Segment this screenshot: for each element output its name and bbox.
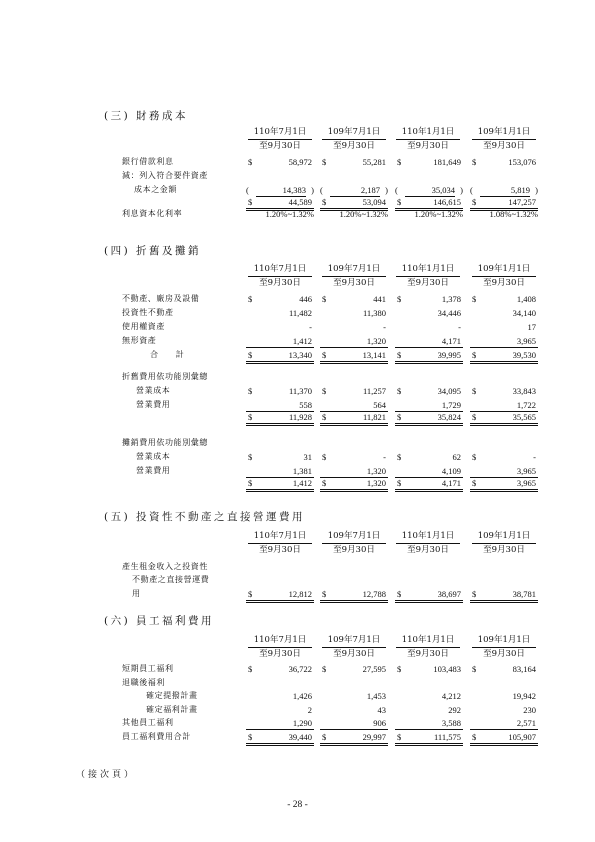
column-header: 110年1月1日 至9月30日 [396,127,460,152]
table-cell: 4,109 [395,465,463,478]
table-cell: 11,380 [362,308,386,318]
table-cell: $ 146,615 [395,196,463,211]
table-cell: $ 11,821 [320,411,388,426]
row-label: 投資性不動產 [122,308,174,317]
column-header: 109年1月1日 至9月30日 [472,531,536,556]
table-cell: $ 53,094 [320,196,388,211]
section-title-depreciation: (四) 折舊及攤銷 [104,245,202,257]
table-cell: 3,965 [470,335,538,348]
table-cell: 230 [523,705,536,715]
table-cell: $ - [472,452,536,462]
table-cell: 1,722 [470,399,538,412]
table-cell: $ 1,378 [397,294,461,304]
row-label: 產生租金收入之投資性 [122,562,208,571]
table-cell: $ 39,530 [470,349,538,364]
column-header: 109年1月1日 至9月30日 [472,127,536,152]
column-header: 109年1月1日 至9月30日 [472,264,536,289]
row-label: 無形資產 [122,336,157,345]
table-cell: $ 441 [322,294,386,304]
column-header: 110年7月1日 至9月30日 [248,531,312,556]
table-cell: $ 58,972 [248,157,312,167]
table-cell: 1.08%~1.32% [489,209,538,219]
table-cell: - [458,322,461,332]
table-cell: $ 12,812 [246,588,314,603]
table-cell: $ 62 [397,452,461,462]
row-label: 折舊費用依功能別彙總 [122,372,208,381]
table-cell: $ 38,781 [470,588,538,603]
table-cell: ( 35,034 ) [395,185,463,195]
table-cell: $ - [322,452,386,462]
row-label: 退職後福利 [122,678,165,687]
column-header: 109年7月1日 至9月30日 [322,531,386,556]
section-title-investment-property: (五) 投資性不動產之直接營運費用 [104,511,306,523]
table-cell: $ 12,788 [320,588,388,603]
table-cell: 1,426 [292,691,312,701]
table-cell: 1.20%~1.32% [339,209,388,219]
row-label: 用 [132,589,141,598]
table-cell: 558 [246,399,314,412]
row-label: 營業費用 [136,466,171,475]
column-header: 109年7月1日 至9月30日 [322,264,386,289]
table-cell: $ 105,907 [470,731,538,746]
table-cell: $ 3,965 [470,477,538,492]
table-cell: $ 83,164 [472,664,536,674]
table-cell: ( 14,383 ) [246,185,314,195]
table-cell: 4,171 [395,335,463,348]
table-cell: 43 [377,705,386,715]
row-label: 銀行借款利息 [122,157,174,166]
column-header: 110年7月1日 至9月30日 [248,264,312,289]
table-cell: 1,320 [320,335,388,348]
table-cell: 2 [307,705,312,715]
row-label: 利息資本化利率 [122,209,183,218]
table-cell: $ 11,370 [248,386,312,396]
column-header: 110年7月1日 至9月30日 [248,127,312,152]
table-cell: $ 11,928 [246,411,314,426]
column-header: 110年1月1日 至9月30日 [396,635,460,660]
table-cell: $ 55,281 [322,157,386,167]
table-cell: 3,588 [395,717,463,730]
row-label: 攤銷費用依功能別彙總 [122,438,208,447]
table-cell: $ 39,440 [246,731,314,746]
table-cell: $ 38,697 [395,588,463,603]
column-header: 109年7月1日 至9月30日 [322,127,386,152]
table-cell: $ 35,824 [395,411,463,426]
table-cell: $ 13,340 [246,349,314,364]
row-label: 其他員工福利 [122,718,174,727]
table-cell: 1,412 [246,335,314,348]
table-cell: - [383,322,386,332]
row-label: 營業費用 [136,400,171,409]
table-cell: 1,729 [395,399,463,412]
column-header: 110年7月1日 至9月30日 [248,635,312,660]
table-cell: $ 1,320 [320,477,388,492]
row-label: 確定提撥計畫 [146,691,198,700]
table-cell: 34,446 [437,308,461,318]
row-label: 營業成本 [136,452,171,461]
table-cell: 4,212 [441,691,461,701]
table-cell: 1.20%~1.32% [265,209,314,219]
section-title-employee-benefits: (六) 員工福利費用 [104,615,215,627]
table-cell: $ 36,722 [248,664,312,674]
table-cell: $ 31 [248,452,312,462]
table-cell: - [309,322,312,332]
column-header: 110年1月1日 至9月30日 [396,531,460,556]
table-cell: 19,942 [512,691,536,701]
table-cell: 906 [320,717,388,730]
table-cell: $ 153,076 [472,157,536,167]
row-label: 使用權資產 [122,322,165,331]
table-cell: 11,482 [288,308,312,318]
table-cell: $ 35,565 [470,411,538,426]
row-label: 確定福利計畫 [146,705,198,714]
section-title-finance-costs: (三) 財務成本 [104,110,189,122]
column-header: 109年1月1日 至9月30日 [472,635,536,660]
table-cell: 17 [527,322,536,332]
column-header: 110年1月1日 至9月30日 [396,264,460,289]
table-cell: $ 103,483 [397,664,461,674]
row-label: 營業成本 [136,386,171,395]
table-cell: $ 1,412 [246,477,314,492]
table-cell: 34,140 [512,308,536,318]
table-cell: 2,571 [470,717,538,730]
continued-note: （接次頁） [76,770,137,780]
table-cell: $ 147,257 [470,196,538,211]
table-cell: ( 5,819 ) [470,185,538,195]
table-cell: $ 29,997 [320,731,388,746]
table-cell: $ 181,649 [397,157,461,167]
row-label: 員工福利費用合計 [122,732,191,741]
table-cell: 1,320 [320,465,388,478]
table-cell: 564 [320,399,388,412]
table-cell: $ 4,171 [395,477,463,492]
table-cell: 1,453 [366,691,386,701]
table-cell: $ 39,995 [395,349,463,364]
table-cell: 1.20%~1.32% [414,209,463,219]
row-label: 減：列入符合要件資產 [122,171,208,180]
row-label-total: 合 計 [150,350,185,359]
table-cell: $ 446 [248,294,312,304]
table-cell: $ 13,141 [320,349,388,364]
table-cell: 1,290 [246,717,314,730]
column-header: 109年7月1日 至9月30日 [322,635,386,660]
page-number: - 28 - [287,800,308,810]
row-label: 不動產之直接營運費 [132,575,210,584]
table-cell: $ 1,408 [472,294,536,304]
table-cell: $ 11,257 [322,386,386,396]
table-cell: 292 [448,705,461,715]
table-cell: ( 2,187 ) [320,185,388,195]
table-cell: $ 27,595 [322,664,386,674]
row-label: 成本之金額 [134,185,177,194]
table-cell: 3,965 [470,465,538,478]
table-cell: $ 34,095 [397,386,461,396]
row-label: 不動產、廠房及設備 [122,294,200,303]
table-cell: $ 33,843 [472,386,536,396]
table-cell: 1,381 [246,465,314,478]
row-label: 短期員工福利 [122,664,174,673]
table-cell: $ 111,575 [395,731,463,746]
table-cell: $ 44,589 [246,196,314,211]
